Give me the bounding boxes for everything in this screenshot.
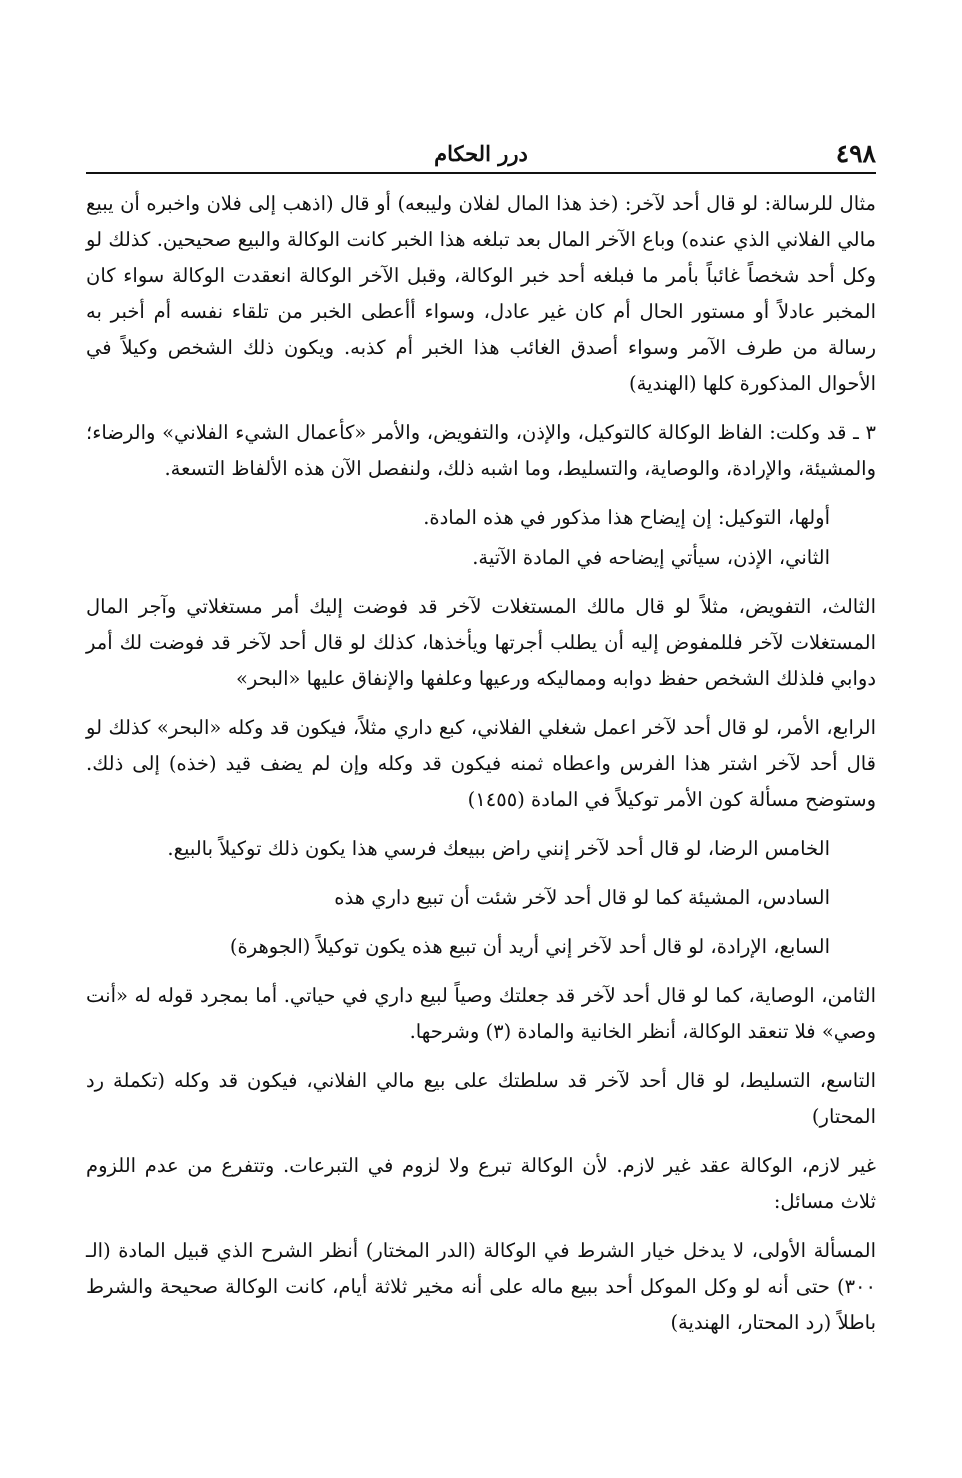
body-text bbox=[86, 186, 876, 1354]
paragraph-first-issue: المسألة الأولى، لا يدخل خيار الشرط في الوكالة (الدر المختار) أنظر الشرح الذي قبيل المادة (الـ ٣٠٠) حتى أنه لو وكل الموكل أحد ببيع ماله على أنه مخير ثلاثة أيام، كانت الوكالة صحيحة والشرط باطلاً (رد المحتار، الهندية) bbox=[86, 1239, 876, 1334]
book-title: درر الحكام bbox=[434, 141, 528, 166]
paragraph-fifth-rida: الخامس الرضا، لو قال أحد لآخر إنني راض ببيعك فرسي هذا يكون ذلك توكيلاً بالبيع. bbox=[167, 837, 830, 860]
paragraph-fourth-amr: الرابع، الأمر، لو قال أحد لآخر اعمل شغلي الفلاني، كبع داري مثلاً، فيكون قد وكله «البحر» كذلك لو قال أحد لآخر اشتر هذا الفرس واعطاه ثمنه فيكون قد وكله وإن لم يضف قيد (خذه) إلى ذلك. وستوضح مسألة كون الأمر توكيلاً في المادة (١٤٥٥) bbox=[86, 716, 876, 811]
paragraph-message-example: مثال للرسالة: لو قال أحد لآخر: (خذ هذا المال لفلان وليبعه) أو قال (اذهب إلى فلان واخبره أن يبيع مالي الفلاني الذي عنده) وباع الآخر المال بعد تبلغه هذا الخبر كانت الوكالة والبيع صحيحين. كذلك لو وكل أحد شخصاً غائباً بأمر ما فبلغه أحد خبر الوكالة، وقبل الآخر الوكالة انعقدت الوكالة سواء كان المخبر عادلاً أو مستور الحال أم كان غير عادل، وسواء أأعطى الخبر من تلقاء نفسه أم أخبر به رسالة من طرف الآمر وسواء أصدق الغائب هذا الخبر أم كذبه. ويكون ذلك الشخص وكيلاً في الأحوال المذكورة كلها (الهندية) bbox=[86, 192, 876, 395]
running-header bbox=[86, 132, 876, 174]
paragraph-third-tafwid: الثالث، التفويض، مثلاً لو قال مالك المستغلات لآخر قد فوضت إليك أمر مستغلاتي وآجر المال المستغلات لآخر فللمفوض إليه أن يطلب أجرتها ويأخذها، كذلك لو قال أحد لآخر قد فوضت لك أمر دوابي فلذلك الشخص حفظ دوابه ومماليكه ورعيها وعلفها والإنفاق عليها «البحر» bbox=[86, 595, 876, 690]
paragraph-sixth-mashia: السادس، المشيئة كما لو قال أحد لآخر شئت أن تبيع داري هذه bbox=[334, 886, 830, 909]
paragraph-agency-words: ٣ ـ قد وكلت: الفاظ الوكالة كالتوكيل، والإذن، والتفويض، والأمر «كأعمال الشيء الفلاني» والرضاء؛ والمشيئة، والإرادة، والوصاية، والتسليط، وما اشبه ذلك، ولنفصل الآن هذه الألفاظ التسعة. bbox=[86, 421, 876, 480]
page-number: ٤٩٨ bbox=[835, 139, 876, 168]
paragraph-second-idhn: الثاني، الإذن، سيأتي إيضاحه في المادة الآتية. bbox=[472, 546, 830, 569]
paragraph-eighth-wasaya: الثامن، الوصاية، كما لو قال أحد لآخر قد جعلتك وصياً لبيع داري في حياتي. أما بمجرد قوله له «أنت وصي» فلا تنعقد الوكالة، أنظر الخانية والمادة (٣) وشرحها. bbox=[86, 984, 876, 1043]
paragraph-not-binding: غير لازم، الوكالة عقد غير لازم. لأن الوكالة تبرع ولا لزوم في التبرعات. وتتفرع من عدم اللزوم ثلاث مسائل: bbox=[86, 1154, 876, 1213]
paragraph-ninth-taslit: التاسع، التسليط، لو قال أحد لآخر قد سلطتك على بيع مالي الفلاني، فيكون قد وكله (تكملة رد المحتار) bbox=[86, 1069, 876, 1128]
paragraph-seventh-irada: السابع، الإرادة، لو قال أحد لآخر إني أريد أن تبيع هذه يكون توكيلاً (الجوهرة) bbox=[229, 935, 830, 958]
paragraph-first-tawkil: أولها، التوكيل: إن إيضاح هذا مذكور في هذه المادة. bbox=[423, 506, 830, 529]
